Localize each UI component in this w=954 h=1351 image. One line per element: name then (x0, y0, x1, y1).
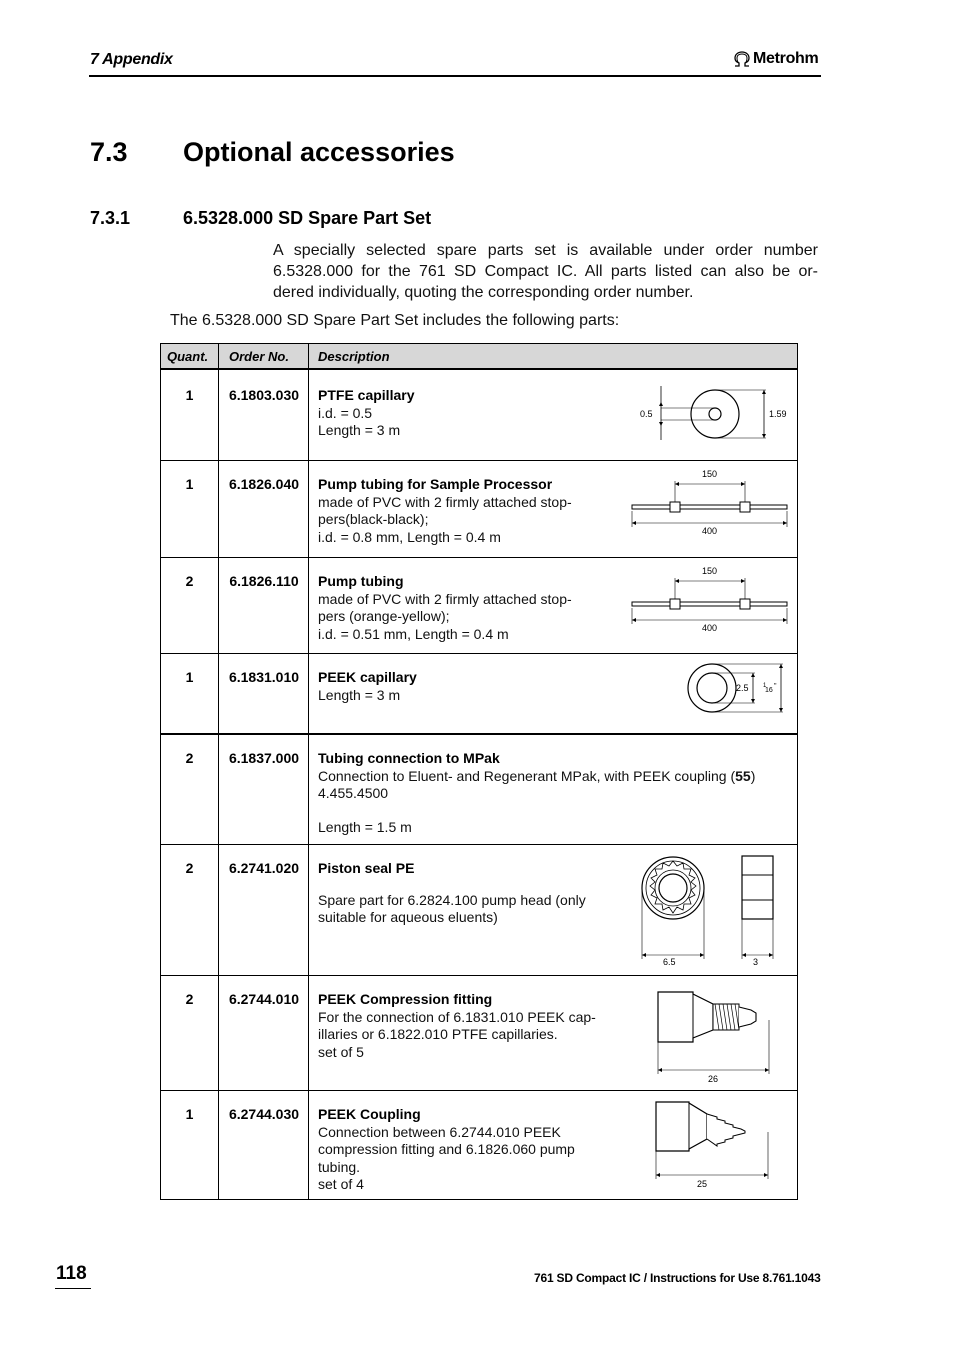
row-description (318, 387, 638, 440)
page-number: 118 (56, 1263, 87, 1284)
row-line: set of 4 (318, 1176, 364, 1192)
table-row (161, 735, 797, 845)
pump-tubing-drawing (629, 467, 794, 542)
intro-line: dered individually, quoting the corresponding order number. (273, 284, 694, 301)
row-description (318, 669, 638, 704)
row-quantity: 1 (185, 387, 194, 403)
row-order-no: 6.1837.000 (228, 750, 300, 766)
peek-outer-num: 1 (763, 683, 767, 689)
row-quantity: 1 (185, 669, 194, 685)
row-order-no: 6.2744.010 (228, 991, 300, 1007)
row-quantity: 2 (185, 860, 194, 876)
row-line: suitable for aqueous eluents) (318, 909, 498, 925)
row-quantity: 2 (185, 750, 194, 766)
row-line: i.d. = 0.51 mm, Length = 0.4 m (318, 625, 509, 642)
row-title: PEEK Coupling (318, 1106, 421, 1122)
tubing-length: 400 (702, 526, 718, 536)
parts-table (160, 343, 798, 1200)
row-line: made of PVC with 2 firmly attached stop- (318, 493, 572, 510)
coupling-length-label: 25 (697, 1179, 708, 1189)
row-title: PTFE capillary (318, 387, 415, 403)
row-line-text: ) (750, 767, 756, 784)
page-number-rule (55, 1288, 91, 1289)
row-line: For the connection of 6.1831.010 PEEK cap- (318, 1008, 596, 1025)
row-line: pers (orange-yellow); (318, 608, 450, 624)
row-description (318, 750, 788, 836)
column-divider (308, 344, 309, 1199)
row-quantity: 2 (185, 573, 194, 589)
row-line: set of 5 (318, 1043, 364, 1060)
header-quantity: Quant. (167, 349, 209, 364)
row-order-no: 6.1826.040 (228, 476, 300, 492)
row-order-no: 6.2741.020 (228, 860, 300, 876)
row-line: made of PVC with 2 firmly attached stop- (318, 590, 572, 607)
peek-capillary-drawing (681, 660, 793, 722)
header-brand (733, 50, 818, 68)
row-title: Piston seal PE (318, 860, 415, 876)
seal-height-label: 3 (753, 957, 759, 967)
table-row (161, 558, 797, 654)
intro-line: A specially selected spare parts set is available under order number (273, 242, 818, 259)
row-title: PEEK Compression fitting (318, 991, 493, 1007)
ptfe-inner-label: 0.5 (640, 409, 653, 419)
row-spacer (318, 803, 788, 817)
metrohm-logo-icon (733, 51, 751, 67)
piston-seal-drawing (636, 851, 796, 971)
row-line: Spare part for 6.2824.100 pump head (only (318, 891, 586, 908)
row-description (318, 476, 638, 546)
brand-name: Metrohm (753, 50, 819, 67)
row-description (318, 573, 638, 643)
row-quantity: 2 (185, 991, 194, 1007)
tubing-length: 400 (702, 623, 718, 633)
row-description (318, 1106, 638, 1194)
row-title: PEEK capillary (318, 669, 417, 685)
heading2-title: 6.5328.000 SD Spare Part Set (183, 208, 432, 228)
ptfe-capillary-drawing (636, 380, 796, 450)
row-title: Tubing connection to MPak (318, 750, 500, 766)
row-order-no: 6.1831.010 (228, 669, 300, 685)
row-title: Pump tubing for Sample Processor (318, 476, 553, 492)
row-description (318, 991, 638, 1061)
row-title: Pump tubing (318, 573, 404, 589)
lead-sentence: The 6.5328.000 SD Spare Part Set includes the following parts: (170, 312, 620, 329)
row-line: Length = 3 m (318, 422, 401, 438)
peek-outer-den: 16 (765, 687, 773, 694)
peek-outer-unit: " (774, 683, 777, 690)
row-line: i.d. = 0.5 (318, 404, 373, 421)
row-order-no: 6.1826.110 (229, 573, 299, 589)
row-quantity: 1 (185, 476, 194, 492)
row-line: Length = 3 m (318, 686, 401, 703)
row-line: illaries or 6.1822.010 PTFE capillaries. (318, 1026, 558, 1042)
pump-tubing-drawing (629, 564, 794, 639)
table-row (161, 1091, 797, 1199)
header-rule (89, 75, 821, 77)
row-description (318, 860, 638, 927)
table-header (161, 344, 797, 370)
row-quantity: 1 (185, 1106, 194, 1122)
heading2-number: 7.3.1 (90, 208, 131, 228)
table-row (161, 654, 797, 735)
row-spacer (318, 878, 638, 892)
seal-diameter-label: 6.5 (663, 957, 676, 967)
peek-coupling-drawing (651, 1099, 781, 1189)
row-line: i.d. = 0.8 mm, Length = 0.4 m (318, 528, 501, 545)
table-row (161, 372, 797, 461)
row-line: pers(black-black); (318, 511, 429, 527)
row-line: tubing. (318, 1158, 361, 1175)
row-line: Connection between 6.2744.010 PEEK (318, 1123, 561, 1140)
intro-line: 6.5328.000 for the 761 SD Compact IC. All parts listed can also be or- (273, 263, 818, 280)
column-divider (218, 344, 219, 1199)
fitting-length-label: 26 (708, 1074, 719, 1084)
table-row (161, 461, 797, 558)
row-line: compression fitting and 6.1826.060 pump (318, 1141, 575, 1157)
row-line: Length = 1.5 m (318, 818, 412, 835)
header-order-no: Order No. (229, 349, 289, 364)
row-line (318, 768, 788, 786)
heading1-number: 7.3 (90, 137, 128, 167)
row-line: 4.455.4500 (318, 785, 389, 801)
header-section: 7 Appendix (90, 51, 173, 68)
tubing-stopper-distance: 150 (702, 566, 718, 576)
heading1-title: Optional accessories (183, 137, 455, 167)
intro-paragraph (273, 240, 818, 303)
footer-document-title: 761 SD Compact IC / Instructions for Use 8.761.1043 (534, 1271, 821, 1285)
compression-fitting-drawing (651, 984, 781, 1084)
table-row (161, 845, 797, 976)
tubing-stopper-distance: 150 (702, 469, 718, 479)
header-description: Description (318, 349, 390, 364)
row-order-no: 6.1803.030 (228, 387, 300, 403)
table-row (161, 976, 797, 1091)
coupling-reference: 55 (735, 767, 751, 784)
row-line-text: Connection to Eluent- and Regenerant MPak, with PEEK coupling ( (318, 767, 736, 784)
row-order-no: 6.2744.030 (228, 1106, 300, 1122)
peek-inner-label: 2.5 (736, 683, 749, 693)
ptfe-outer-label: 1.59 (769, 409, 787, 419)
